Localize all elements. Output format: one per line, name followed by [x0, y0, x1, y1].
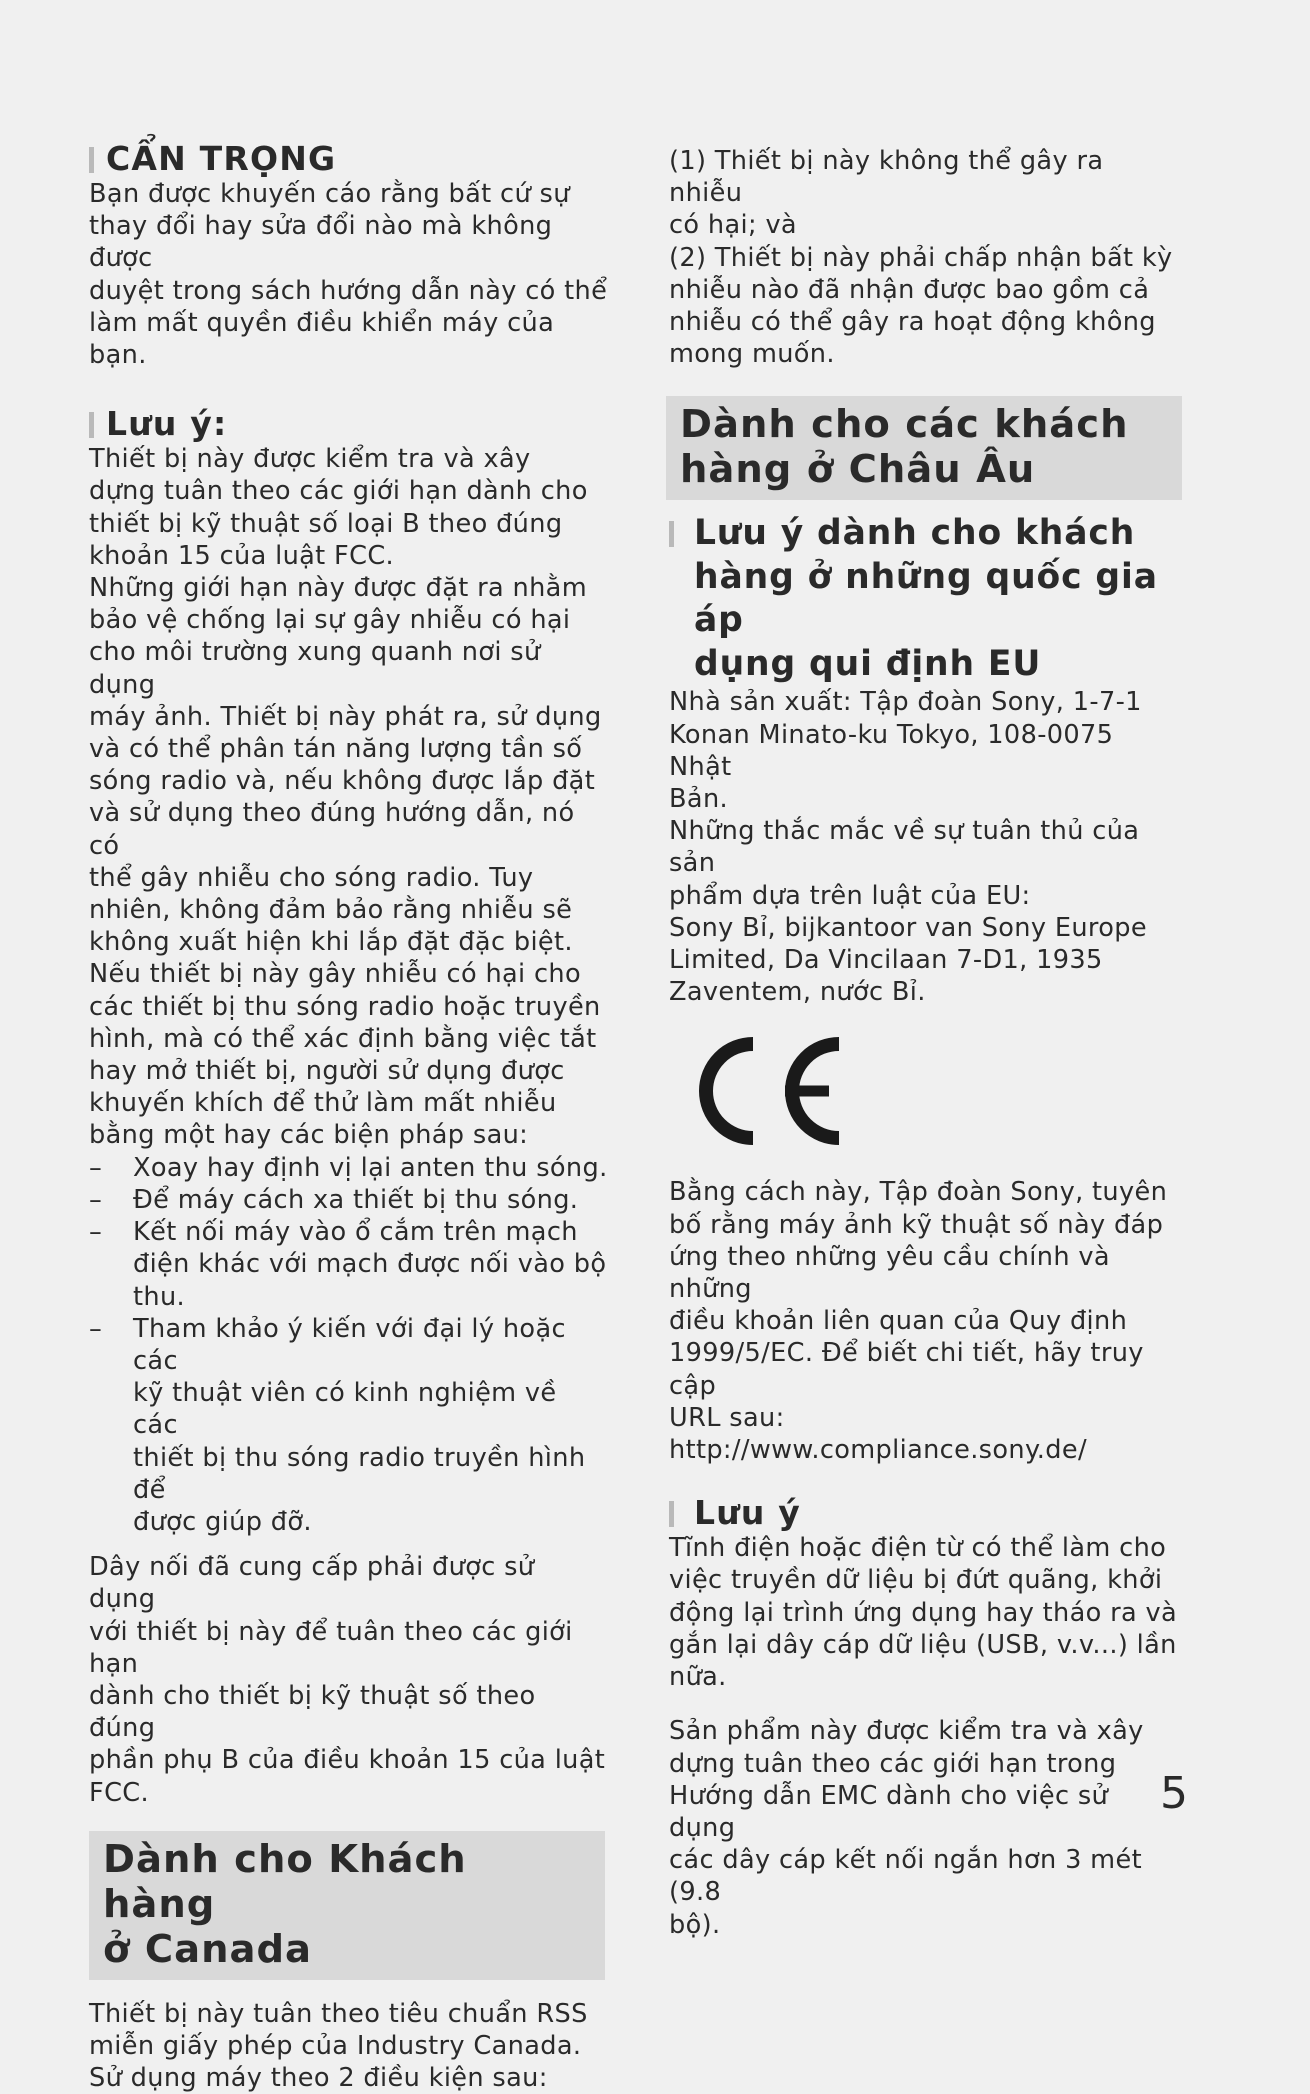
emc-text: Sản phẩm này được kiểm tra và xây dựng tuân theo các giới hạn trong Hướng dẫn EMC dành cho việc sử dụng các dây cáp kết nối ngắn hơn 3 mét (9.8 bộ). [669, 1716, 1144, 1940]
static-electricity-text: Tĩnh điện hoặc điện từ có thể làm cho việc truyền dữ liệu bị đứt quãng, khởi động lại trình ứng dụng hay tháo ra và gắn lại dây cáp dữ liệu (USB, v.v...) lần nữa. [669, 1533, 1178, 1693]
fcc-note-text: Thiết bị này được kiểm tra và xây dựng tuân theo các giới hạn dành cho thiết bị kỹ thuật số loại B theo đúng khoản 15 của luật FCC. Những giới hạn này được đặt ra nhằm bảo vệ chống lại sự gây nhiễu có hại cho môi trường xung quanh nơi sử dụng máy ảnh. Thiết bị này phát ra, sử dụng và có thể phân tán năng lượng tần số sóng radio và, nếu không được lắp đặt và sử dụng theo đúng hướng dẫn, nó có thể gây nhiễu cho sóng radio. Tuy nhiên, không đảm bảo rằng nhiễu sẽ không xuất hiện khi lắp đặt đặc biệt. Nếu thiết bị này gây nhiễu có hại cho các thiết bị thu sóng radio hoặc truyền hình, mà có thể xác định bằng việc tắt hay mở thiết bị, người sử dụng được khuyến khích để thử làm mất nhiễu bằng một hay các biện pháp sau: [89, 444, 602, 1151]
caution-heading: CẨN TRỌNG [89, 140, 609, 178]
right-column [669, 145, 1181, 1941]
list-item: – Tham khảo ý kiến với đại lý hoặc các kỹ thuật viên có kinh nghiệm về các thiết bị thu sóng radio truyền hình để được giúp đỡ. [89, 1313, 586, 1537]
canada-text: Thiết bị này tuân theo tiêu chuẩn RSS miễn giấy phép của Industry Canada. Sử dụng máy theo 2 điều kiện sau: [89, 1998, 588, 2094]
eu-note-heading: Lưu ý dành cho khách hàng ở những quốc gia áp dụng qui định EU [669, 512, 1181, 686]
heading-marker [669, 521, 674, 547]
declaration-text: Bằng cách này, Tập đoàn Sony, tuyên bố rằng máy ảnh kỹ thuật số này đáp ứng theo những yêu cầu chính và những điều khoản liên quan của Quy định 1999/5/EC. Để biết chi tiết, hãy truy cập URL sau: http://www.compliance.sony.de/ [669, 1176, 1181, 1466]
cable-note-text: Dây nối đã cung cấp phải được sử dụng với thiết bị này để tuân theo các giới hạn dành cho thiết bị kỹ thuật số theo đúng phần phụ B của điều khoản 15 của luật FCC. [89, 1552, 606, 1808]
note-heading: Lưu ý: [89, 405, 609, 443]
ce-mark-icon [679, 1032, 849, 1150]
caution-text: Bạn được khuyến cáo rằng bất cứ sự thay đổi hay sửa đổi nào mà không được duyệt trong sách hướng dẫn này có thể làm mất quyền điều khiển máy của bạn. [89, 179, 608, 371]
europe-heading: Dành cho các khách hàng ở Châu Âu [666, 396, 1182, 500]
conditions-text: (1) Thiết bị này không thể gây ra nhiễu có hại; và (2) Thiết bị này phải chấp nhận bất kỳ nhiễu nào đã nhận được bao gồm cả nhiễu có thể gây ra hoạt động không mong muốn. [669, 146, 1173, 370]
manufacturer-text: Nhà sản xuất: Tập đoàn Sony, 1-7-1 Konan Minato-ku Tokyo, 108-0075 Nhật Bản. Những thắc mắc về sự tuân thủ của sản phẩm dựa trên luật của EU: Sony Bỉ, bijkantoor van Sony Europe Limited, Da Vincilaan 7-D1, 1935 Zaventem, nước Bỉ. [669, 687, 1147, 1008]
heading-marker [669, 1501, 674, 1527]
canada-heading: Dành cho Khách hàng ở Canada [89, 1831, 605, 1980]
page-number: 5 [1160, 1768, 1188, 1819]
compliance-url: http://www.compliance.sony.de/ [669, 1435, 1087, 1466]
heading-marker [89, 147, 94, 173]
heading-marker [89, 412, 94, 438]
list-item: – Để máy cách xa thiết bị thu sóng. [89, 1184, 579, 1215]
left-column [89, 140, 609, 2094]
list-item: – Xoay hay định vị lại anten thu sóng. [89, 1152, 608, 1183]
note2-heading: Lưu ý [669, 1494, 1181, 1532]
list-item: – Kết nối máy vào ổ cắm trên mạch điện khác với mạch được nối vào bộ thu. [89, 1217, 607, 1312]
interference-measures-list [89, 1152, 609, 1538]
